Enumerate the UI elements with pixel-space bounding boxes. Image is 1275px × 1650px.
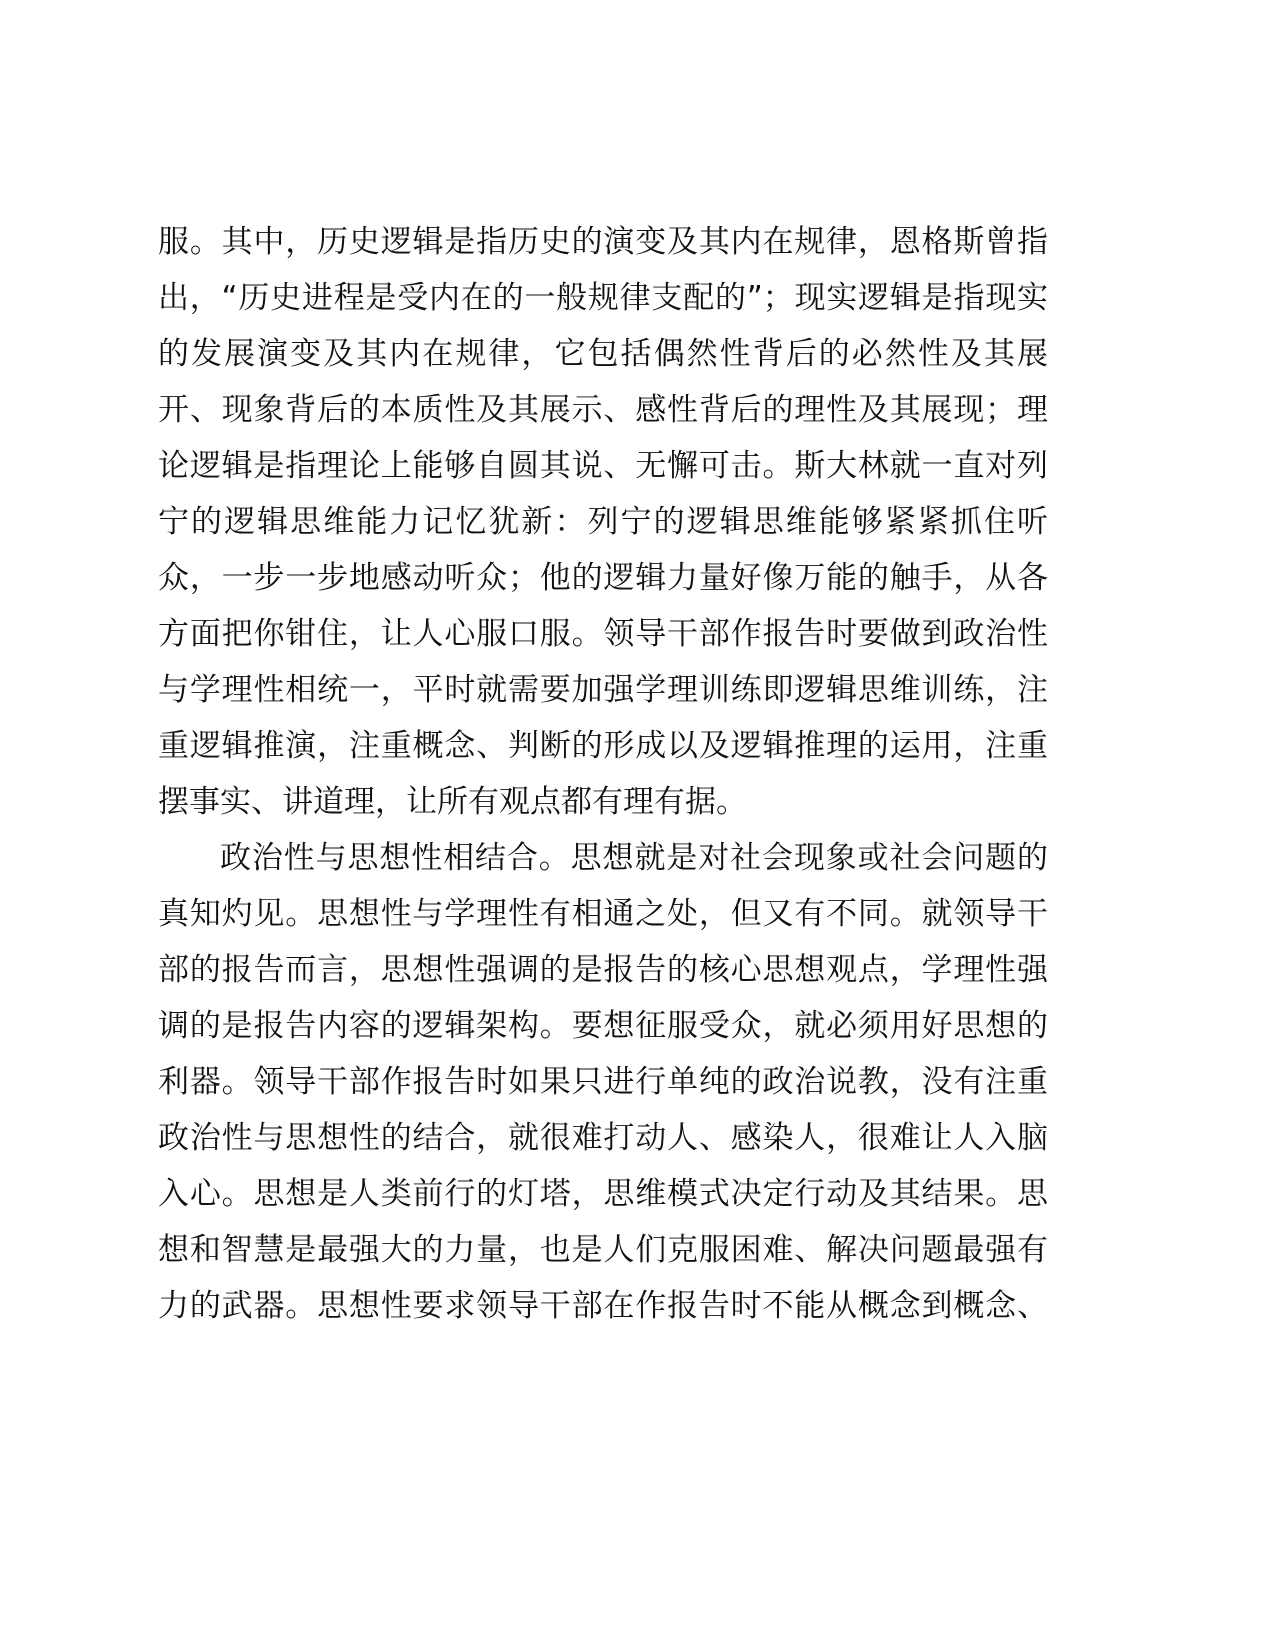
paragraph-line: 利器。领导干部作报告时如果只进行单纯的政治说教，没有注重 — [158, 1064, 1048, 1100]
paragraph-line: 力的武器。思想性要求领导干部在作报告时不能从概念到概念、 — [158, 1288, 1048, 1324]
paragraph-line: 开、现象背后的本质性及其展示、感性背后的理性及其展现；理 — [158, 392, 1048, 428]
paragraph-line: 调的是报告内容的逻辑架构。要想征服受众，就必须用好思想的 — [158, 1008, 1048, 1044]
paragraph-line: 想和智慧是最强大的力量，也是人们克服困难、解决问题最强有 — [158, 1232, 1048, 1268]
paragraph-line: 服。其中，历史逻辑是指历史的演变及其内在规律，恩格斯曾指 — [158, 224, 1048, 260]
paragraph-line: 部的报告而言，思想性强调的是报告的核心思想观点，学理性强 — [158, 952, 1048, 988]
paragraph-line: 真知灼见。思想性与学理性有相通之处，但又有不同。就领导干 — [158, 896, 1048, 932]
paragraph-line: 与学理性相统一，平时就需要加强学理训练即逻辑思维训练，注 — [158, 672, 1048, 708]
paragraph-line: 方面把你钳住，让人心服口服。领导干部作报告时要做到政治性 — [158, 616, 1048, 652]
paragraph-line: 论逻辑是指理论上能够自圆其说、无懈可击。斯大林就一直对列 — [158, 448, 1048, 484]
paragraph-line: 的发展演变及其内在规律，它包括偶然性背后的必然性及其展 — [158, 336, 1048, 372]
paragraph-line: 政治性与思想性相结合。思想就是对社会现象或社会问题的 — [220, 840, 1048, 876]
paragraph-line: 宁的逻辑思维能力记忆犹新：列宁的逻辑思维能够紧紧抓住听 — [158, 504, 1048, 540]
paragraph-line: 入心。思想是人类前行的灯塔，思维模式决定行动及其结果。思 — [158, 1176, 1048, 1212]
paragraph-line: 摆事实、讲道理，让所有观点都有理有据。 — [158, 784, 747, 820]
paragraph-1 — [158, 214, 1048, 830]
paragraph-line: 出，“历史进程是受内在的一般规律支配的”；现实逻辑是指现实 — [158, 280, 1048, 316]
paragraph-line: 政治性与思想性的结合，就很难打动人、感染人，很难让人入脑 — [158, 1120, 1048, 1156]
paragraph-line: 重逻辑推演，注重概念、判断的形成以及逻辑推理的运用，注重 — [158, 728, 1048, 764]
paragraph-2 — [158, 830, 1048, 1334]
body-text — [158, 214, 1048, 1334]
paragraph-line: 众，一步一步地感动听众；他的逻辑力量好像万能的触手，从各 — [158, 560, 1048, 596]
